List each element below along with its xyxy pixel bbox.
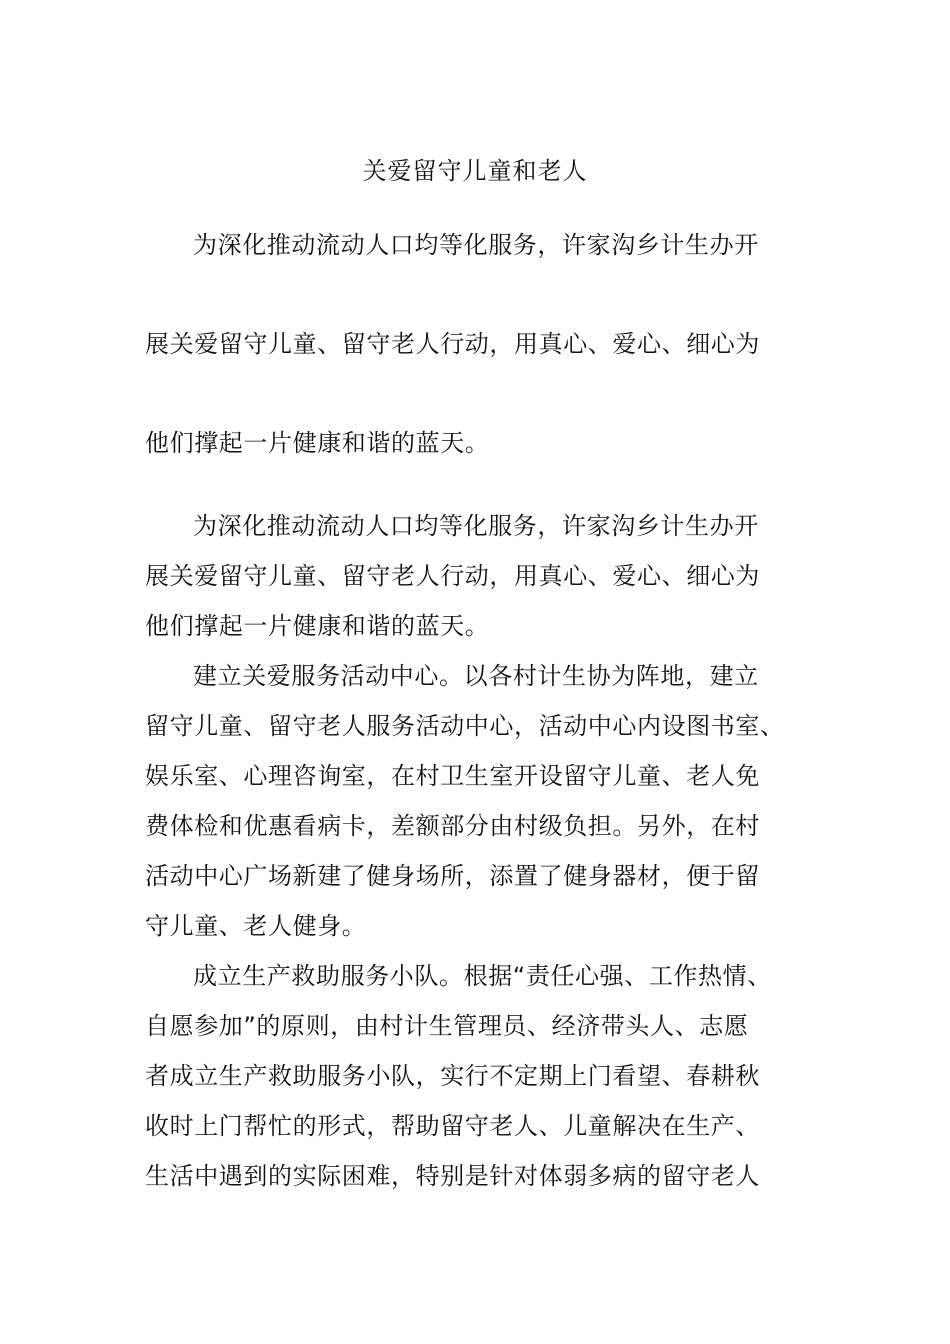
text-line: 为深化推动流动人口均等化服务，许家沟乡计生办开 — [193, 231, 759, 259]
activity-center-paragraph — [145, 659, 805, 943]
text-line: 费体检和优惠看病卡，差额部分由村级负担。另外，在村 — [145, 812, 760, 840]
text-line: 他们撑起一片健康和谐的蓝天。 — [145, 429, 490, 457]
text-line: 他们撑起一片健康和谐的蓝天。 — [145, 612, 490, 640]
text-line: 自愿参加”的原则，由村计生管理员、经济带头人、志愿 — [145, 1012, 749, 1040]
document-title: 关爱留守儿童和老人 — [362, 157, 588, 185]
text-line: 展关爱留守儿童、留守老人行动，用真心、爱心、细心为 — [145, 330, 760, 358]
text-line: 收时上门帮忙的形式，帮助留守老人、儿童解决在生产、 — [145, 1112, 760, 1140]
relief-team-paragraph — [145, 959, 805, 1193]
body-paragraphs — [145, 509, 805, 1209]
text-line: 活动中心广场新建了健身场所，添置了健身器材，便于留 — [145, 862, 760, 890]
intro-paragraph-wide — [145, 228, 805, 525]
text-line: 展关爱留守儿童、留守老人行动，用真心、爱心、细心为 — [145, 562, 760, 590]
text-line: 建立关爱服务活动中心。以各村计生协为阵地，建立 — [193, 662, 759, 690]
text-line: 生活中遇到的实际困难，特别是针对体弱多病的留守老人 — [145, 1162, 760, 1190]
text-line: 者成立生产救助服务小队，实行不定期上门看望、春耕秋 — [145, 1062, 760, 1090]
text-line: 成立生产救助服务小队。根据“责任心强、工作热情、 — [193, 962, 772, 990]
text-line: 留守儿童、留守老人服务活动中心，活动中心内设图书室、 — [145, 712, 785, 740]
text-line: 娱乐室、心理咨询室，在村卫生室开设留守儿童、老人免 — [145, 762, 760, 790]
text-line: 为深化推动流动人口均等化服务，许家沟乡计生办开 — [193, 512, 759, 540]
text-line: 守儿童、老人健身。 — [145, 912, 367, 940]
intro-paragraph — [145, 509, 805, 643]
